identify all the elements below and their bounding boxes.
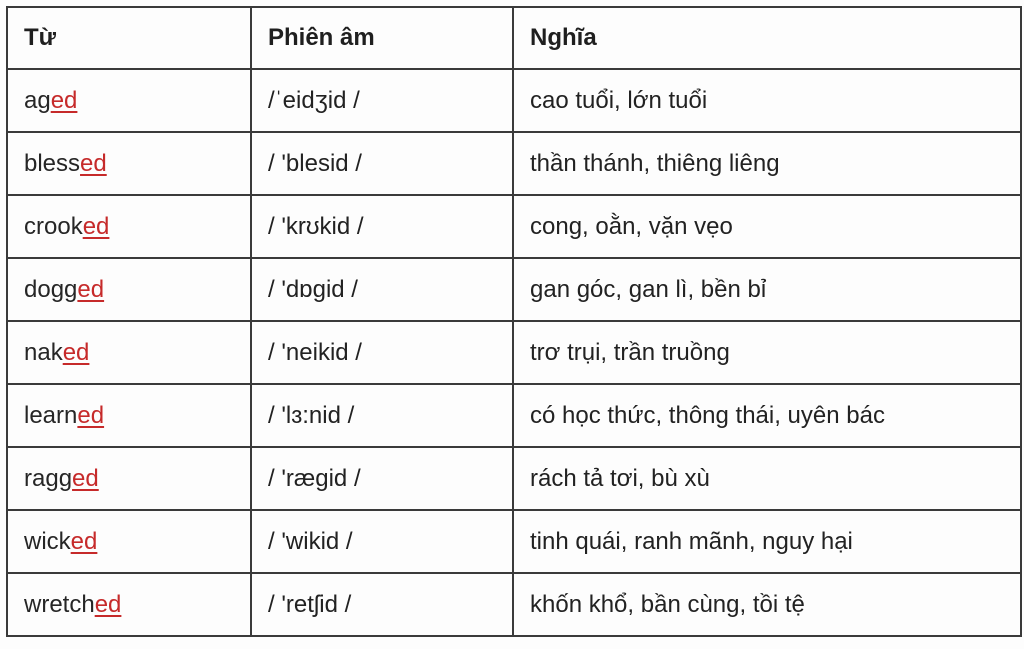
- vocabulary-table: [6, 6, 1022, 637]
- word-suffix: ed: [70, 527, 98, 555]
- word-cell: [7, 195, 251, 258]
- word-suffix: ed: [82, 212, 110, 240]
- word-stem: wick: [24, 527, 71, 555]
- meaning-cell: gan góc, gan lì, bền bỉ: [513, 258, 1021, 321]
- table-row: [7, 195, 1021, 258]
- word-stem: wretch: [24, 590, 95, 618]
- ipa-cell: /ˈeidʒid /: [251, 69, 513, 132]
- meaning-cell: cao tuổi, lớn tuổi: [513, 69, 1021, 132]
- word-stem: crook: [24, 212, 83, 240]
- word-suffix: ed: [94, 590, 122, 618]
- ipa-cell: / 'lɜ:nid /: [251, 384, 513, 447]
- table-row: [7, 447, 1021, 510]
- ipa-cell: / 'rægid /: [251, 447, 513, 510]
- word-stem: bless: [24, 149, 81, 177]
- header-ipa: Phiên âm: [251, 7, 513, 69]
- table-row: [7, 321, 1021, 384]
- word-suffix: ed: [77, 401, 105, 429]
- word-suffix: ed: [50, 86, 78, 114]
- word-cell: [7, 384, 251, 447]
- table-row: [7, 573, 1021, 636]
- ipa-cell: / 'neikid /: [251, 321, 513, 384]
- word-cell: [7, 573, 251, 636]
- table-row: [7, 384, 1021, 447]
- word-cell: [7, 447, 251, 510]
- meaning-cell: tinh quái, ranh mãnh, nguy hại: [513, 510, 1021, 573]
- word-stem: nak: [24, 338, 63, 366]
- meaning-cell: rách tả tơi, bù xù: [513, 447, 1021, 510]
- ipa-cell: / 'retʃid /: [251, 573, 513, 636]
- header-meaning: Nghĩa: [513, 7, 1021, 69]
- ipa-cell: / 'krʊkid /: [251, 195, 513, 258]
- word-cell: [7, 258, 251, 321]
- word-cell: [7, 69, 251, 132]
- word-suffix: ed: [77, 275, 105, 303]
- meaning-cell: khốn khổ, bần cùng, tồi tệ: [513, 573, 1021, 636]
- header-word: Từ: [7, 7, 251, 69]
- word-cell: [7, 321, 251, 384]
- word-stem: dogg: [24, 275, 78, 303]
- word-suffix: ed: [80, 149, 107, 177]
- table-row: [7, 69, 1021, 132]
- table-row: [7, 132, 1021, 195]
- meaning-cell: cong, oằn, vặn vẹo: [513, 195, 1021, 258]
- ipa-cell: / 'wikid /: [251, 510, 513, 573]
- meaning-cell: trơ trụi, trần truồng: [513, 321, 1021, 384]
- ipa-cell: / 'dɒgid /: [251, 258, 513, 321]
- word-suffix: ed: [72, 464, 99, 492]
- word-suffix: ed: [62, 338, 90, 366]
- table-row: [7, 510, 1021, 573]
- ipa-cell: / 'blesid /: [251, 132, 513, 195]
- word-stem: ag: [24, 86, 51, 114]
- word-stem: ragg: [24, 464, 73, 492]
- meaning-cell: có học thức, thông thái, uyên bác: [513, 384, 1021, 447]
- table-header-row: [7, 7, 1021, 69]
- word-stem: learn: [24, 401, 78, 429]
- table-row: [7, 258, 1021, 321]
- meaning-cell: thần thánh, thiêng liêng: [513, 132, 1021, 195]
- word-cell: [7, 510, 251, 573]
- word-cell: [7, 132, 251, 195]
